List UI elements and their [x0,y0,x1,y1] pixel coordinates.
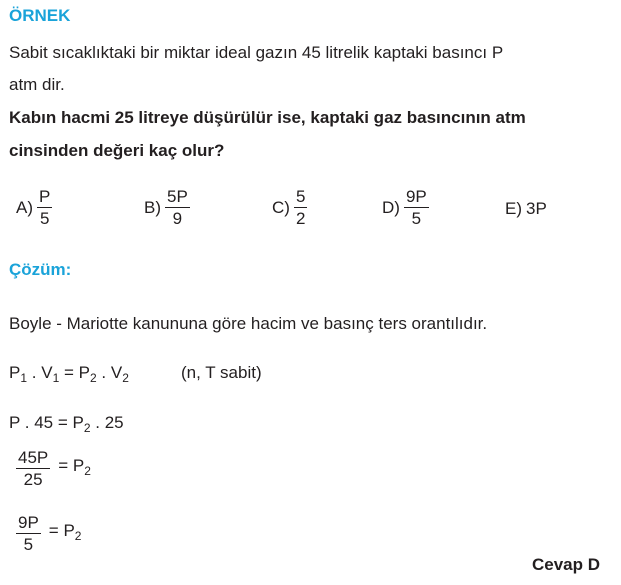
eq-term: . V [101,363,123,382]
option-letter: D) [382,197,400,217]
eq-subscript: 2 [84,464,91,478]
eq-subscript: 1 [20,371,28,385]
option-letter: B) [144,197,161,217]
option-value: 3P [526,199,547,218]
eq-term: = P [48,521,75,540]
option-letter: E) [505,199,522,218]
example-heading: ÖRNEK [9,6,71,25]
problem-line-2: atm dir. [9,75,65,94]
eq-term: P . 45 = P [9,413,84,432]
option-letter: C) [272,197,290,217]
eq-subscript: 2 [74,529,82,543]
option-e [505,199,547,219]
fraction-denominator: 2 [295,209,306,228]
equation-fraction-1 [16,449,91,488]
fraction-numerator: 45P [18,448,49,467]
question-line-2: cinsinden değeri kaç olur? [9,141,225,160]
answer-label: Cevap D [532,555,601,574]
fraction-numerator: 9P [405,187,427,206]
fraction-denominator: 5 [411,209,422,228]
equation-result [16,514,81,553]
eq-term: P [9,363,21,382]
solution-heading: Çözüm: [9,260,72,279]
eq-fraction [16,514,41,553]
option-fraction [165,188,190,227]
eq-term: . 25 [95,413,124,432]
fraction-denominator: 9 [172,209,183,228]
problem-line-1: Sabit sıcaklıktaki bir miktar ideal gazın 45 litrelik kaptaki basıncı P [9,43,504,62]
fraction-denominator: 5 [39,209,50,228]
fraction-numerator: 5 [295,187,306,206]
fraction-denominator: 5 [23,535,34,554]
law-statement: Boyle - Mariotte kanununa göre hacim ve basınç ters orantılıdır. [9,314,488,333]
option-letter: A) [16,197,33,217]
equation-substitution [9,412,124,439]
option-fraction [404,188,429,227]
option-a [16,188,52,227]
eq-subscript: 2 [83,421,91,435]
option-fraction [37,188,52,227]
eq-subscript: 2 [89,371,97,385]
fraction-numerator: 9P [18,513,39,532]
option-b [144,188,190,227]
fraction-denominator: 25 [23,470,43,489]
fraction-numerator: 5P [167,187,188,206]
option-d [382,188,429,227]
eq-fraction [16,449,50,488]
eq-term: = P [59,363,90,382]
equation-note: (n, T sabit) [181,363,262,382]
eq-subscript: 2 [122,371,129,385]
fraction-numerator: P [39,187,51,206]
option-c [272,188,307,227]
eq-term: . V [31,363,53,382]
question-line-1: Kabın hacmi 25 litreye düşürülür ise, kaptaki gaz basıncının atm [9,108,526,127]
option-fraction [294,188,307,227]
eq-subscript: 1 [52,371,60,385]
equation-boyle [9,362,129,389]
eq-term: = P [58,456,85,475]
